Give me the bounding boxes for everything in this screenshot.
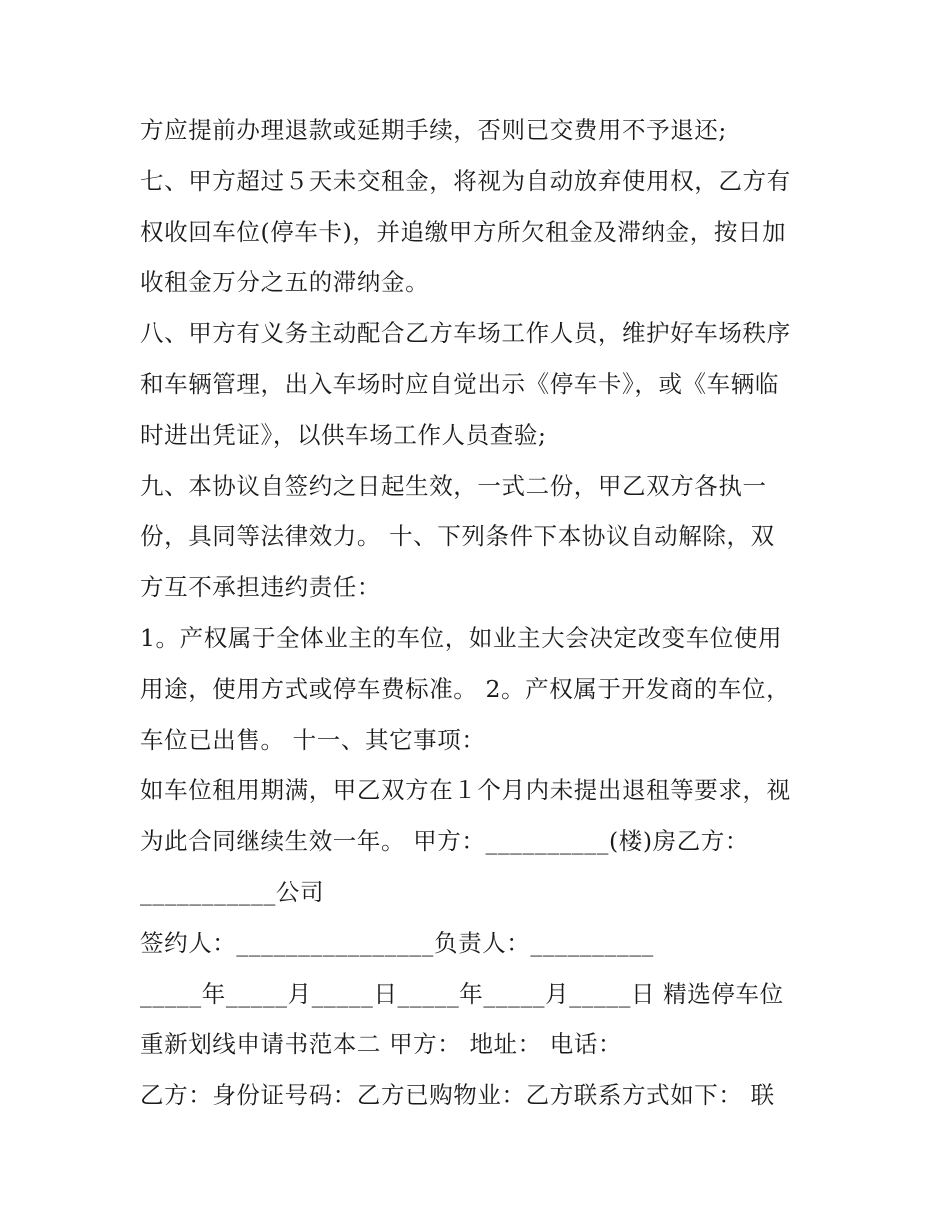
text-line: 八、甲方有义务主动配合乙方车场工作人员，维护好车场秩序 (140, 319, 791, 348)
text-line: 权收回车位(停车卡)，并追缴甲方所欠租金及滞纳金，按日加 (140, 217, 787, 246)
text-line: 份，具同等法律效力。 十、下列条件下本协议自动解除，双 (140, 522, 775, 551)
text-line: 重新划线申请书范本二 甲方： 地址： 电话： (140, 1030, 623, 1059)
text-line: 方互不承担违约责任： (140, 573, 381, 602)
text-line: 收租金万分之五的滞纳金。 (140, 268, 430, 297)
text-line: 九、本协议自签约之日起生效，一式二份，甲乙双方各执一 (140, 471, 767, 500)
text-line: 1。产权属于全体业主的车位，如业主大会决定改变车位使用 (140, 623, 783, 652)
text-line: 为此合同继续生效一年。 甲方：__________(楼)房乙方： (140, 827, 750, 856)
text-line: 如车位租用期满，甲乙双方在１个月内未提出退租等要求，视 (140, 776, 791, 805)
text-line: 车位已出售。 十一、其它事项： (140, 725, 486, 754)
text-line: 签约人：________________负责人：__________ (140, 928, 654, 957)
text-line: 方应提前办理退款或延期手续，否则已交费用不予退还; (140, 116, 727, 144)
text-line: ___________公司 (140, 877, 325, 906)
text-line: 和车辆管理，出入车场时应自觉出示《停车卡》，或《车辆临 (140, 369, 779, 398)
text-line: 用途，使用方式或停车费标准。 2。产权属于开发商的车位， (140, 674, 791, 703)
text-line: 时进出凭证》，以供车场工作人员查验; (140, 420, 547, 449)
text-line: 乙方：身份证号码：乙方已购物业：乙方联系方式如下： 联 (140, 1081, 775, 1110)
text-line: 七、甲方超过５天未交租金，将视为自动放弃使用权，乙方有 (140, 166, 791, 195)
text-line: _____年_____月_____日_____年_____月_____日 精选停车位 (140, 979, 784, 1008)
document-body (140, 105, 830, 1121)
